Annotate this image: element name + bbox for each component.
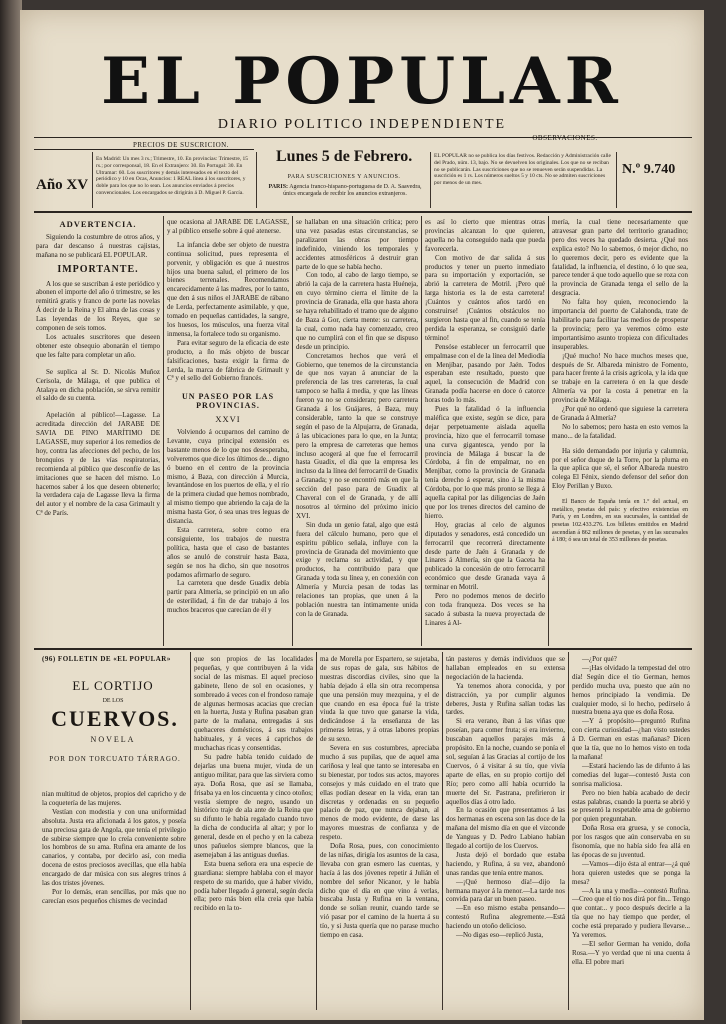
col5-text-1: mería, la cual tiene necesariamente que atravesar gran parte del territorio granadino; pero dos veces ha quedado desierta. ¿Qué nos explica esto? No lo sabemos, ó mejor dicho, no lo queremos decir, pero es evidente que la fatalidad, la influencia, el destino, ó lo que sea, parece tender á que todo aquello que se roza con la provincia de Granada tenga el sello de la desgracia. xyxy=(552,218,688,298)
folletin-text-15: —¡Qué hermoso día!—dijo la hermana mayor á la menor.—La tarde nos convida para dar un buen paseo. xyxy=(446,877,565,904)
col5-text-4: ¿Por qué no ordenó que siguiese la carretera de Granada á Almería? xyxy=(552,405,688,422)
folletin-label: (96) FOLLETIN DE «EL POPULAR» xyxy=(42,655,171,663)
article-part-number: XXVI xyxy=(215,414,241,425)
col5-text-3: ¡Qué mucho! No hace muchos meses que, después de Sr. Albareda ministro de Fomento, para hacer frente á la crisis agrícola, y la ida que se trabaje en la carretera ó en la que desde Almería va por la costa á penetrar en la provincia de Málaga. xyxy=(552,351,688,405)
novel-title-connector: DE LOS xyxy=(102,698,124,704)
folletin-text-25: —A la una y media—contestó Rufina.—Creo que el tío nos dirá por fin... Tengo que contar... y poco después decirle a la tía que no hay tiempo que perder, el coche está preparado y pudiera llevarse... Ya veremos. xyxy=(572,886,690,940)
folletin-text-2: Vestían con modestia y con una uniformidad absoluta. Justa era aficionada á los gatos, y poseía una preciosa gata de Angola, que tenía el privilegio de subirse siempre que lo creía conveniente sobre los hombros de su ama. Rufina era amante de los canarios, y contaba, por decirlo así, con media docena de estos preciosos avecillas, que ella había encargado de dar música con sus alegres trinos á las dos tristes jóvenes. xyxy=(42,807,186,888)
col3-text-4: Sin duda un genio fatal, algo que está fuera del cálculo humano, pero que el espíritu público señala, influye con la provincia de Granada del movimiento que exige y reclama su actividad, y que productos, ha contribuido para que Granada y toda su línea y, en conexión con Almería y Murcia pesan de todas las relaciones tan propias, que unen á la población nuestra tan íntimamente unida con la de Granada. xyxy=(296,520,418,618)
col5-text-5: No lo sabemos; pero hasta en esto vemos la mano... de la fatalidad. xyxy=(552,422,688,440)
paris-label: PARIS: xyxy=(268,184,289,190)
folletin-text-19: —¡Has olvidado la tempestad del otro día! Según dice el tío German, hemos perdido mucha uva, puesto que aún no hemos principiado la vendimia. De cualquier modo, si lo hecho, pedírselo á nuestra buena aya que es doña Rosa. xyxy=(572,663,690,717)
folletin-text-1: nían multitud de objetos, propios del capricho y de la coquetería de las mujeres. xyxy=(42,790,186,807)
col4-text-6: Pero no podemos menos de decirlo con toda franqueza. Dos veces se ha sacado á subasta la nueva proyectada de Linares á Al- xyxy=(425,592,545,627)
col3-text-2: Con todo, al cabo de largo tiempo, se abrió la caja de la carretera hasta Huéneja, en cuyo término cierra el límite de la provincia de Granada, ella que hasta ahora se haya rehabilitado el tramo que de alguno de Baza á Gor, cierta mente: su carretera, la cual, como nada hay comenzado, creo que no cumplirá con el fin que se dispuso desde un principio. xyxy=(296,271,418,351)
folletin-text-23: Doña Rosa era gruesa, y se conocía, por los rasgos que aún conservaba en su fisonomía, que no había sido fea allá en las épocas de su juventud. xyxy=(572,824,690,859)
novel-title-part2: CUERVOS. xyxy=(51,706,179,731)
col4-text-2: Con motivo de dar salida á sus productos y tener un puerto inmediato para su importación y exportación, se abrió la carretera de Motril. ¡Pero qué larga historia es la de esta carretera! ¡Cuántos y cuántos años tardó en construirse! ¡Cuántos obstáculos no surgieron hasta que al fin, cuando se tenía perdida la esperanza, se consiguió darle término! xyxy=(425,253,545,342)
observations-label: OBSERVACIONES. xyxy=(532,134,598,142)
request-text: Se suplica al Sr. D. Nicolás Muñoz Cerisola, de Málaga, el que publica el Atalaya en dicha población, se sirva remitir el saldo de su cuenta. xyxy=(36,367,160,403)
lagasse-ad-text: Apelación al público!—Lagasse. La acreditada dirección del JARABE DE SAVIA DE PINO MARÍTIMO DE LAGASSE, muy superior á los remedios de hoy, contra las afecciones del pecho, de los bronquios y de las vías respiratorias, recomienda al público que desconfíe de las imitaciones que se hacen del mismo. Lo hacemos saber á los que deseen obtenerlo; la verdadera caja de Lagasse lleva la firma del autor y el nombre de la casa Grimault y Cª de París. xyxy=(36,411,160,518)
col5-text-7: El Banco de España tenía en 1.º del actual, en metálico, pesetas del país: y efectivo existencias en París, y en Londres, en sus sucursales, la cantidad de pesetas 102.433.276. Los billetes emitidos en Madrid ascendían á 862 millones de pesetas, y en las sucursales á 180; ó sea un total de 353 millones de pesetas. xyxy=(552,499,688,544)
col4-text-4: Pues la fatalidad ó la influencia maléfica que existe, según se dice, para dejar perpetuamente aislada aquella provincia, hizo que el ferrocarril tomase una curva gigantesca, yendo por la provincia de Málaga á buscar la de Córdoba, á fin de empalmar, no en Menjíbar, como la provincia de Granada tenía derecho á esperar, sino á la misma Córdoba, por lo que más pronto se llega á aquella capital por las diligencias de Jaén que por los trenes directos del camino de hierro. xyxy=(425,405,545,520)
observations-text: EL POPULAR no se publica los días festivos. Redacción y Administración calle del Prado, núm. 13, bajo. No se devuelven los originales. Los que no se reciban no se publicarán. Las suscriciones que no se renueven serán suspendidas. La suscrición es 1 rs. Los números sueltos 5 y 10 cts. No se admiten suscriciones por menos de un mes. xyxy=(434,153,611,187)
folletin-text-9: Doña Rosa, pues, con conocimiento de las niñas, dirigía los asuntos de la casa, llevaba con gran esmero las cuentas, y hacía á las dos jóvenes repetir á Julián el nombre del señor Nicanor, y le había dicho que el día en que vino á verlas, buscaba Justa y Rufina en la ventana, donde se solían reunir, cuando tarde se vió pasar por el camino de la huerta á su tío, y si Justa quería que no parase mucho tiempo en casa. xyxy=(320,842,439,940)
important-text-2: Los actuales suscritores que deseen obtener este obsequio abonarán el tiempo que les falte para completar un año. xyxy=(36,332,160,359)
folletin-column-5 xyxy=(572,655,690,1012)
folletin-divider-2 xyxy=(316,652,317,1010)
folletin-text-21: —Estará haciendo las de difunto á las comedias del lugar—contestó Justa con sonrisa maliciosa. xyxy=(572,761,690,788)
folletin-text-20: —Y á propósito—preguntó Rufina con cierta curiosidad—¿han visto ustedes á D. German en estas mañanas? Dicen que la tía, que no lo hemos visto en toda la mañana! xyxy=(572,717,690,761)
folletin-text-24: —Vamos—dijo ésta al entrar—¿á qué hora quieren ustedes que se ponga la mesa? xyxy=(572,859,690,886)
prices-label: PRECIOS DE SUSCRICION. xyxy=(133,141,229,149)
col5-text-2: No falta hoy quien, reconociendo la importancia del puerto de Calahonda, trate de habilitarlo para facilitar las medios de prosperar la provincia; pero ya veremos cómo este importantísimo asunto tropieza con dificultades insuperables. xyxy=(552,298,688,351)
column-1 xyxy=(36,218,160,646)
folletin-column-2 xyxy=(194,655,313,1012)
folletin-rule xyxy=(34,648,692,650)
col4-text-1: es así lo cierto que mientras otras provincias alcanzan lo que quieren, aquella no ha conseguido nada que pueda favorecerla. xyxy=(425,218,545,253)
folletin-text-10: tán pasteros y demás individuos que se hallaban empleados en su extensa negociación de la hacienda. xyxy=(446,655,565,681)
folletin-text-26: —El señor German ha venido, doña Rosa.—Y yo verdad que ni una cuenta á ella. El pobre mari xyxy=(572,940,690,966)
col3-text-3: Concretamos hechos que verá el Gobierno, que tenemos de la circunstancia de que nos vayan á anunciar de la preferencia de las tres carreteras, la cual tampoco se halla á media, y que las líneas fueron ya no se consideran; pero carretera Granada á los Guájares, á Baza, muy considerable, tanto la que se construye según el paso de la Alpujarra, de Granada, á las ubicaciones para lo que, en la Junta; pero la empresa de carreteras que hemos incluso acogerá al que fue el ferrocarril hasta Guadix, el día que la empresa les incluso da la línea del ferrocarril de Guadix a Granada; y no se encontró más en que la sección del paso para de Guadix al Chaveral con el de Granada, y de allí nosotros al término del próximo inicio XVI. xyxy=(296,351,418,520)
newspaper-page xyxy=(20,10,704,1020)
folletin-divider-1 xyxy=(190,652,191,1010)
important-heading: IMPORTANTE. xyxy=(57,263,139,275)
folletin-text-12: Si era verano, iban á las viñas que poseían, para comer fruta; si era invierno, buscaban aquellos parajes más á propósito. En la noche, cuando se ponía el sol, seguían á las Gracias al cortijo de los Cuervos, ó á visitar á su tío, que vivía aparte de ellas, en su propio cortijo del Río; pero como allí había ocurrido la muerte del Sr. Pastrana, prefirieron ir aquellos días á otro lado. xyxy=(446,717,565,806)
header-divider-3 xyxy=(430,152,431,208)
column-2 xyxy=(167,218,289,646)
folletin-text-6: Esta buena señora era una especie de guardiana: siempre hablaba con el mayor respeto de su marido, que á haber vivido, podía haber llegado á general, según decía ella; pero más bien ella creía que había recibido en la to- xyxy=(194,859,313,913)
col2-text-4: Volviendo á ocuparnos del camino de Levante, cuya principal extensión es bastante menos de lo que nos desesperaba, volveremos que dice los últimos de... digno ó bueno en el centro de la provincia mismo, á Baza, con dirección á Murcia, levantándose en los puertos de ella, y el río de la primera ciudad que hemos nombrado, al mismo tiempo que abriendo la caja de la misma hasta Gor, ó sea unas tres leguas de distancia. xyxy=(167,428,289,526)
novel-title-part1: EL CORTIJO xyxy=(72,678,154,693)
col2-text-2: La infancia debe ser objeto de nuestra continua solicitud, pues representa el porvenir, y obligación es que á nuestros hijos una buena salud, el primero de los bienes terrenales. Recomendamos encarecidamente á las madres, por lo tanto, que den á sus niños el JARABE de rábano de Lerda, perfectamente asimilable, y que, tomado en pequeñas cantidades, la sangre, los huesos, los músculos, una fuerza vital inmensa, la fortalece todo su organismo. xyxy=(167,240,289,338)
notice-text: Siguiendo la costumbre de otros años, y para dar descanso á nuestras cajistas, mañana no se publicará EL POPULAR. xyxy=(36,232,160,259)
header-rule-bottom xyxy=(34,211,692,213)
folletin-text-18: —¿Por qué? xyxy=(582,655,617,663)
folletin-text-5: Su padre había tenido cuidado de dejarlas una buena mujer, viuda de un antiguo militar, para que las sirviera como aya. Doña Rosa, que así se llamaba, frisaba ya en los cincuenta y cinco otoños; vestía siempre de negro, usando un histórico traje de ala ante de la Reina que su difunto le había regalado cuando tuvo la dicha de conducirla al altar; y por lo general, desde en el pecho y en la cabeza unos pañuelos siempre blancos, que la asemejaban á las antiguas dueñas. xyxy=(194,752,313,859)
col-divider-4 xyxy=(548,216,549,646)
col-divider-1 xyxy=(163,216,164,646)
column-4 xyxy=(425,218,545,646)
subscriptions-body: Agencia franco-hispano-portuguesa de D. A. Saavedra, únics encargada de recibir los anuncios extranjeros. xyxy=(283,184,422,197)
folletin-divider-4 xyxy=(568,652,569,1010)
folletin-text-22: Pero no bien había acabado de decir estas palabras, cuando la puerta se abrió y se presentó la respetable ama de gobierno por quien preguntaban. xyxy=(572,788,690,824)
col5-text-6: Ha sido demandado por injuria y calumnia, por el señor duque de la Torre, por la pluma en la que aplica que sé, el señor Albareda nuestro colega El Fénix, siendo defensor del señor don Eloy Perillan y Buxo. xyxy=(552,446,688,491)
masthead-title: EL POPULAR xyxy=(101,44,623,119)
col4-text-3: Pensóse establecer un ferrocarril que empalmase con el de la línea del Mediodía en Menjíbar, pasando por Jaén. Todos esperaban este resultado, puesto que aquel, la consecución de Madrid con Granada podía hacerse en doce ó catorce horas todo lo más. xyxy=(425,342,545,405)
col4-text-5: Hoy, gracias al celo de algunos diputados y senadores, está concedido un ferrocarril que recorrerá directamente desde parte de Jaén á Granada y de Linares á Almería, sin que la Gaceta ha publicado la concesión de otro ferrocarril económico que desde Granada vaya á terminar en Motril. xyxy=(425,520,545,592)
col2-text-6: La carretera que desde Guadix debía partir para Almería, se principió en un año de esterilidad, á fin de dar trabajo á los muchos braceros que carecían de él y xyxy=(167,579,289,615)
notice-heading: ADVERTENCIA. xyxy=(59,219,137,229)
col-divider-3 xyxy=(421,216,422,646)
issue-date: Lunes 5 de Febrero. xyxy=(276,148,413,165)
header-divider-2 xyxy=(256,152,257,208)
novel-author: POR DON TORCUATO TÁRRAGO. xyxy=(49,755,181,763)
header-divider-4 xyxy=(616,152,617,208)
masthead-subtitle: DIARIO POLITICO INDEPENDIENTE xyxy=(217,117,507,132)
folletin-text-17: —No digas eso—replicó Justa, xyxy=(456,931,544,940)
folletin-column-3 xyxy=(320,655,439,1012)
column-3 xyxy=(296,218,418,646)
folletin-text-16: —En eso mismo estaba pensando—contestó Rufina alegremente.—Está haciendo un otoño delicioso. xyxy=(446,904,565,931)
folletin-column-4 xyxy=(446,655,565,1012)
col-divider-2 xyxy=(292,216,293,646)
header-divider-1 xyxy=(92,152,93,208)
col2-text-1: que ocasiona al JARABE DE LAGASSE, y al público enseñe sobre á qué atenerse. xyxy=(167,218,289,235)
folletin-text-3: Por lo demás, eran sencillas, por más que no carecían esos pequeños chismes de vecindad xyxy=(42,887,186,905)
subscriptions-label: PARA SUSCRICIONES Y ANUNCIOS. xyxy=(287,174,401,180)
folletin-text-11: Ya tenemos ahora conocida, y por distracción, ya por cumplir algunos deberes, Justa y Rufina salían todas las tardes. xyxy=(446,681,565,717)
col3-text-1: se hallaban en una situación crítica; pero una vez pasadas estas circunstancias, se paralizaron las obras por tiempo indefinido, viniendo los temporales y accidentes atmosféricos á destruir gran parte de lo que se había hecho. xyxy=(296,218,418,271)
novel-genre: NOVELA xyxy=(90,735,136,744)
header-rule-left xyxy=(34,149,254,150)
folletin-text-13: En la ocasión que presentamos á las dos hermanas en escena son las doce de la mañana del mismo día en que el vizconde de Yanguas y D. Pedro Labiano habían llegado al cortijo de los Cuervos. xyxy=(446,806,565,851)
folletin-text-7: ma de Morella por Espartero, se sujetaba, de sus ropas de gala, sus hábitos de nuestras discordias civiles, sino que la había dejado á ella sin otra recompensa que una pensión muy mezquina, y el de que cuando en esa época fué la triste viuda la que tuvo que ganarse la vida, dedicándose á la enseñanza de las primeras letras, y á otras labores propias de su sexo. xyxy=(320,655,439,744)
col2-text-3: Para evitar seguro de la eficacia de este producto, a ño más objeto de buscar falsificaciones, basta exigir la firma de Lerda, la marca de fábrica de Grimault y Cª y el sello del Gobierno francés. xyxy=(167,338,289,383)
prices-text: En Madrid: Un mes 3 rs.; Trimestre, 10. En provincias: Trimestre, 15 rs.; por corresponsal, 18. En el Extranjero: 30. En Portugal: 30. En Ultramar: 60. Los suscritores y demás interesados en el texto del periódico y 10 en Ocas, Anuncios: 1 REAL línea á los suscritores, y doble para los que no lo sean. Los anuncios enviados á precios convencionales. Los encargados se dirigirán á D. Miguel P. García. xyxy=(96,156,249,196)
folletin-column-1 xyxy=(42,790,186,1012)
folletin-text-8: Severa en sus costumbres, apreciaba mucho á sus pupilas, que de aquel ama cariñosa y leal que tanto se interesaba en su bienestar, por todos sus actos, mayores consejos y más cuidado en el trato que ellas podían desear en la vida, eran tan discretas y ordenadas en su pequeño palacio de paz, que nunca dejaban, al menos de modo evidente, de darse las mayores muestras de confianza y de respeto. xyxy=(320,744,439,842)
book-binding xyxy=(0,0,22,1024)
important-text: A los que se suscriban á este periódico y abonen el importe del año ó trimestre, se les remitirá gratis y franco de porte las novelas Á decir de la Reina y El alma de las cosas y Las leyendas de los Reyes, que se componen de seis tomos. xyxy=(36,279,160,333)
folletin-divider-3 xyxy=(442,652,443,1010)
column-5 xyxy=(552,218,688,646)
folletin-text-14: Justa dejó el bordado que estaba haciendo, y Rufina, á su vez, abandonó unas randas que tenía entre manos. xyxy=(446,850,565,877)
article-heading: UN PASEO POR LAS PROVINCIAS. xyxy=(181,392,275,411)
folletin-text-4: que son propios de las localidades pequeñas, y que contribuyen á la vida social de las mismas. El aquel precioso gabinete, lleno de sol en ocasiones, y sombreado á veces con el frondoso ramaje de algunas hermosas acacias que crecían en la huerta, Justa y Rufina pasaban gran parte de la mañana, entregadas á sus quehaceres domésticos, á sus trabajos habituales, y á veces á caprichos de muchachas ricas y consentidas. xyxy=(194,655,313,753)
year-label: Año XV xyxy=(36,177,89,193)
issue-number: N.º 9.740 xyxy=(622,162,676,177)
col2-text-5: Esta carretera, sobre como era consiguiente, los trabajos de nuestra política, hasta que el caso de bastantes años se anuló de construir hasta Baza, según se nos ha dicho, sin que nosotros podamos afirmarlo de seguro. xyxy=(167,526,289,579)
subscriptions-text xyxy=(264,184,426,210)
